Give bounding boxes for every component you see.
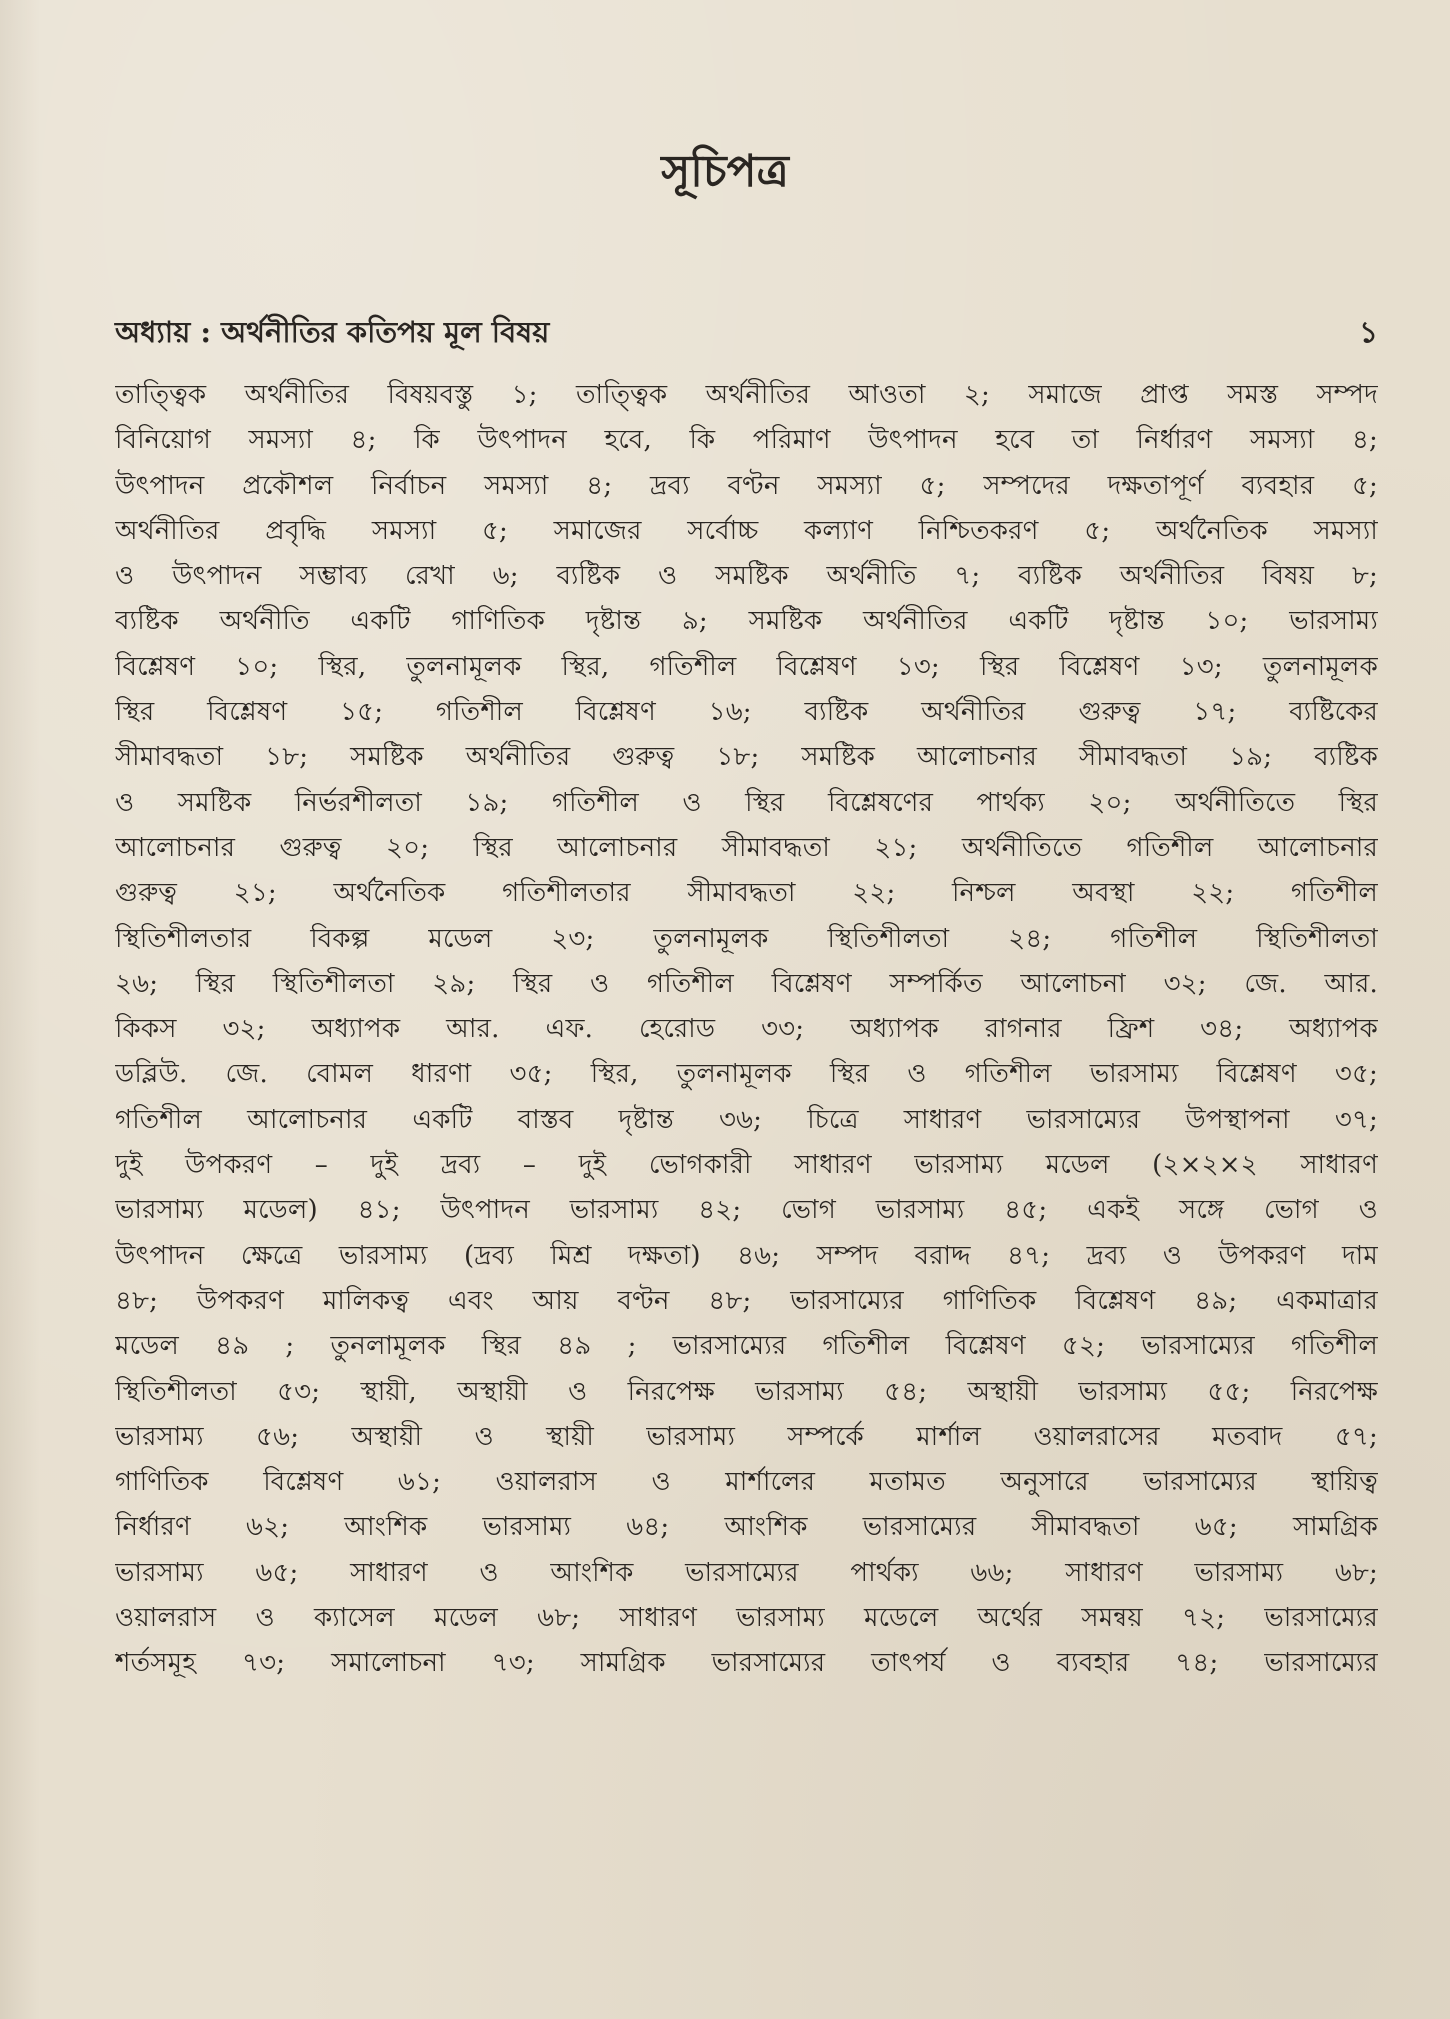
contents-line: কিকস ৩২; অধ্যাপক আর. এফ. হেরোড ৩৩; অধ্যাপক রাগনার ফ্রিশ ৩৪; অধ্যাপক: [115, 1014, 1378, 1045]
contents-line: ভারসাম্য ৫৬; অস্থায়ী ও স্থায়ী ভারসাম্য সম্পর্কে মার্শাল ওয়ালরাসের মতবাদ ৫৭;: [115, 1421, 1378, 1452]
contents-line: ভারসাম্য ৬৫; সাধারণ ও আংশিক ভারসাম্যের পার্থক্য ৬৬; সাধারণ ভারসাম্য ৬৮;: [115, 1557, 1378, 1588]
contents-line: স্থির বিশ্লেষণ ১৫; গতিশীল বিশ্লেষণ ১৬; ব্যষ্টিক অর্থনীতির গুরুত্ব ১৭; ব্যষ্টিকের: [115, 697, 1378, 728]
contents-line: আলোচনার গুরুত্ব ২০; স্থির আলোচনার সীমাবদ্ধতা ২১; অর্থনীতিতে গতিশীল আলোচনার: [115, 832, 1378, 863]
contents-line: মডেল ৪৯ ; তুনলামূলক স্থির ৪৯ ; ভারসাম্যের গতিশীল বিশ্লেষণ ৫২; ভারসাম্যের গতিশীল: [115, 1331, 1378, 1362]
contents-line: নির্ধারণ ৬২; আংশিক ভারসাম্য ৬৪; আংশিক ভারসাম্যের সীমাবদ্ধতা ৬৫; সামগ্রিক: [115, 1512, 1378, 1543]
contents-line: ভারসাম্য মডেল) ৪১; উৎপাদন ভারসাম্য ৪২; ভোগ ভারসাম্য ৪৫; একই সঙ্গে ভোগ ও: [115, 1195, 1378, 1226]
contents-line: ও উৎপাদন সম্ভাব্য রেখা ৬; ব্যষ্টিক ও সমষ্টিক অর্থনীতি ৭; ব্যষ্টিক অর্থনীতির বিষয় ৮;: [115, 561, 1378, 592]
contents-line: তাত্ত্বিক অর্থনীতির বিষয়বস্তু ১; তাত্ত্বিক অর্থনীতির আওতা ২; সমাজে প্রাপ্ত সমস্ত সম্পদ: [115, 380, 1378, 410]
page-title: সূচিপত্র: [661, 146, 789, 197]
contents-line: স্থিতিশীলতার বিকল্প মডেল ২৩; তুলনামূলক স্থিতিশীলতা ২৪; গতিশীল স্থিতিশীলতা: [115, 923, 1378, 954]
contents-line: ব্যষ্টিক অর্থনীতি একটি গাণিতিক দৃষ্টান্ত ৯; সমষ্টিক অর্থনীতির একটি দৃষ্টান্ত ১০; ভারসাম্য: [115, 606, 1378, 637]
contents-line: গুরুত্ব ২১; অর্থনৈতিক গতিশীলতার সীমাবদ্ধতা ২২; নিশ্চল অবস্থা ২২; গতিশীল: [115, 878, 1378, 909]
contents-line: ও সমষ্টিক নির্ভরশীলতা ১৯; গতিশীল ও স্থির বিশ্লেষণের পার্থক্য ২০; অর্থনীতিতে স্থির: [115, 787, 1378, 818]
contents-line: ওয়ালরাস ও ক্যাসেল মডেল ৬৮; সাধারণ ভারসাম্য মডেলে অর্থের সমন্বয় ৭২; ভারসাম্যের: [115, 1603, 1378, 1634]
contents-line: গতিশীল আলোচনার একটি বাস্তব দৃষ্টান্ত ৩৬; চিত্রে সাধারণ ভারসাম্যের উপস্থাপনা ৩৭;: [115, 1104, 1378, 1135]
contents-line: দুই উপকরণ – দুই দ্রব্য – দুই ভোগকারী সাধারণ ভারসাম্য মডেল (২×২×২ সাধারণ: [115, 1150, 1378, 1181]
contents-line: গাণিতিক বিশ্লেষণ ৬১; ওয়ালরাস ও মার্শালের মতামত অনুসারে ভারসাম্যের স্থায়িত্ব: [115, 1467, 1378, 1498]
contents-line: অর্থনীতির প্রবৃদ্ধি সমস্যা ৫; সমাজের সর্বোচ্চ কল্যাণ নিশ্চিতকরণ ৫; অর্থনৈতিক সমস্যা: [115, 515, 1378, 546]
contents-line: উৎপাদন প্রকৌশল নির্বাচন সমস্যা ৪; দ্রব্য বণ্টন সমস্যা ৫; সম্পদের দক্ষতাপূর্ণ ব্যবহার ৫;: [115, 470, 1378, 501]
contents-line: সীমাবদ্ধতা ১৮; সমষ্টিক অর্থনীতির গুরুত্ব ১৮; সমষ্টিক আলোচনার সীমাবদ্ধতা ১৯; ব্যষ্টিক: [115, 742, 1378, 773]
contents-line: ২৬; স্থির স্থিতিশীলতা ২৯; স্থির ও গতিশীল বিশ্লেষণ সম্পর্কিত আলোচনা ৩২; জে. আর.: [115, 968, 1378, 999]
contents-line: উৎপাদন ক্ষেত্রে ভারসাম্য (দ্রব্য মিশ্র দক্ষতা) ৪৬; সম্পদ বরাদ্দ ৪৭; দ্রব্য ও উপকরণ দাম: [115, 1240, 1378, 1271]
contents-line: বিনিয়োগ সমস্যা ৪; কি উৎপাদন হবে, কি পরিমাণ উৎপাদন হবে তা নির্ধারণ সমস্যা ৪;: [115, 425, 1378, 456]
contents-line: বিশ্লেষণ ১০; স্থির, তুলনামূলক স্থির, গতিশীল বিশ্লেষণ ১৩; স্থির বিশ্লেষণ ১৩; তুলনামূলক: [115, 651, 1378, 682]
contents-line: শর্তসমূহ ৭৩; সমালোচনা ৭৩; সামগ্রিক ভারসাম্যের তাৎপর্য ও ব্যবহার ৭৪; ভারসাম্যের: [115, 1648, 1378, 1679]
chapter-heading: [115, 305, 1378, 359]
chapter-page-number: ১: [1359, 315, 1378, 349]
chapter-title: অধ্যায় : অর্থনীতির কতিপয় মূল বিষয়: [115, 315, 550, 349]
contents-paragraph: [115, 373, 1378, 1687]
contents-line: ৪৮; উপকরণ মালিকত্ব এবং আয় বণ্টন ৪৮; ভারসাম্যের গাণিতিক বিশ্লেষণ ৪৯; একমাত্রার: [115, 1285, 1378, 1316]
contents-line: স্থিতিশীলতা ৫৩; স্থায়ী, অস্থায়ী ও নিরপেক্ষ ভারসাম্য ৫৪; অস্থায়ী ভারসাম্য ৫৫; নিরপেক্ষ: [115, 1376, 1378, 1407]
contents-line: ডব্লিউ. জে. বোমল ধারণা ৩৫; স্থির, তুলনামূলক স্থির ও গতিশীল ভারসাম্য বিশ্লেষণ ৩৫;: [115, 1059, 1378, 1090]
